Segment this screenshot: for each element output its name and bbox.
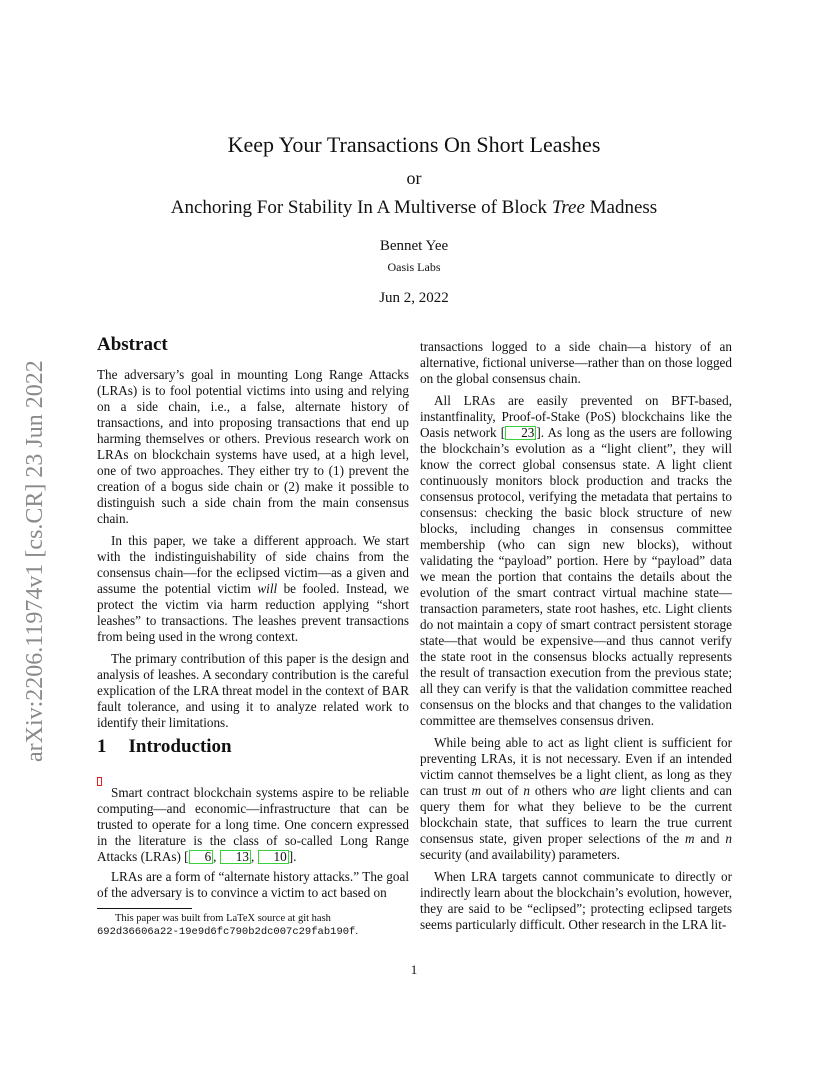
abstract-paragraph-1: The adversary’s goal in mounting Long Range Attacks (LRAs) is to fool potential victims into using and relying on a side chain, i.e., a false, alternate history of transactions, and into proposing transactions that end up harming themselves or others. Previous research work on LRAs on blockchain systems have used, at a high level, one of two approaches. They either try to (1) prevent the creation of a bogus side chain or (2) make it possible to distinguish such a side chain from the main consensus chain.: [97, 367, 409, 526]
right-column: [420, 339, 732, 933]
author-name: Bennet Yee: [379, 238, 449, 254]
citation-link[interactable]: 10: [258, 850, 289, 864]
right-paragraph-1: transactions logged to a side chain—a history of an alternative, fictional universe—rather than on those logged on the global consensus chain.: [420, 339, 732, 386]
paper-title: Keep Your Transactions On Short Leashes: [227, 132, 601, 157]
title-or: or: [406, 168, 422, 188]
footnote: This paper was built from LaTeX source at git hash 692d36606a22-19e9d6fc790b2dc007c29fab190f.: [97, 913, 358, 938]
citation-link[interactable]: 23: [505, 426, 536, 440]
arxiv-stamp: [22, 292, 52, 762]
right-paragraph-4: When LRA targets cannot communicate to directly or indirectly learn about the blockchain’s evolution, however, they are said to be “eclipsed”; protecting eclipsed targets seems particularly difficult. Other research in the LRA lit-: [420, 869, 732, 932]
intro-paragraph-2: LRAs are a form of “alternate history attacks.” The goal of the adversary is to convince a victim to act based on: [97, 869, 409, 900]
page-number: 1: [410, 962, 418, 977]
intro-column: [97, 785, 409, 901]
paper-date: Jun 2, 2022: [379, 290, 449, 306]
intro-paragraph-1: Smart contract blockchain systems aspire to be reliable computing—and economic—infrastructure that can be trusted to operate for a long time. One concern expressed in the literature is the class of so-called Long Range Attacks (LRAs) [ 6 , 13 , 10 ].: [97, 785, 409, 864]
section-number: 1: [97, 736, 107, 757]
section-title: Introduction: [128, 736, 232, 757]
footnote-rule: [97, 908, 192, 909]
right-paragraph-2: All LRAs are easily prevented on BFT-based, instantfinality, Proof-of-Stake (PoS) blockchains like the Oasis network [ 23 ]. As long as the users are following the blockchain’s evolution as a “light client”, they will know the correct global consensus state. A light client continuously monitors block production and tracks the consensus protocol, verifying the metadata that pertains to consensus: checking the basic block structure of new blocks, including changes in consensus committee membership (who can sign new blocks), without validating the “payload” portion. Here by “payload” data we mean the portion that contains the details about the evolution of the smart contract virtual machine state—transaction parameters, state root hashes, etc. Light clients do not maintain a copy of smart contract persistent storage state—that would be expensive—and thus cannot verify the state root in the consensus blocks actually represents the result of transaction execution from the previous state; all they can verify is that the validation committee reached consensus on the blocks and that changes to the validation committee are themselves consensus driven.: [420, 393, 732, 728]
right-paragraph-3: While being able to act as light client is sufficient for preventing LRAs, it is not necessary. Even if an intended victim cannot themselves be a light client, as long as they can trust m out of n others who are light clients and can query them for what they believe to be the current blockchain state, that suffices to learn the true current consensus state, given proper selections of the m and n security (and availability) parameters.: [420, 735, 732, 862]
section-heading: [97, 736, 232, 758]
abstract-paragraph-2: In this paper, we take a different approach. We start with the indistinguishability of side chains from the consensus chain—for the eclipsed victim—as a given and assume the potential victim will be fooled. Instead, we protect the victim via harm reduction applying “short leashes” to transactions. The leashes prevent transactions from being used in the wrong context.: [97, 533, 409, 644]
git-hash: 692d36606a22-19e9d6fc790b2dc007c29fab190f: [97, 926, 356, 938]
left-column: [97, 334, 409, 731]
citation-link[interactable]: 13: [220, 850, 251, 864]
author-affiliation: Oasis Labs: [387, 260, 441, 274]
abstract-heading: Abstract: [97, 334, 168, 355]
citation-link[interactable]: 6: [189, 850, 214, 864]
arxiv-id: arXiv:2206.11974v1 [cs.CR] 23 Jun 2022: [22, 360, 48, 762]
abstract-paragraph-3: The primary contribution of this paper is the design and analysis of leashes. A secondary contribution is the careful explication of the LRA threat model in the context of BAR fault tolerance, and using it to analyze related work to identify their limitations.: [97, 651, 409, 730]
paper-subtitle: Anchoring For Stability In A Multiverse of Block Tree Madness: [170, 197, 658, 218]
